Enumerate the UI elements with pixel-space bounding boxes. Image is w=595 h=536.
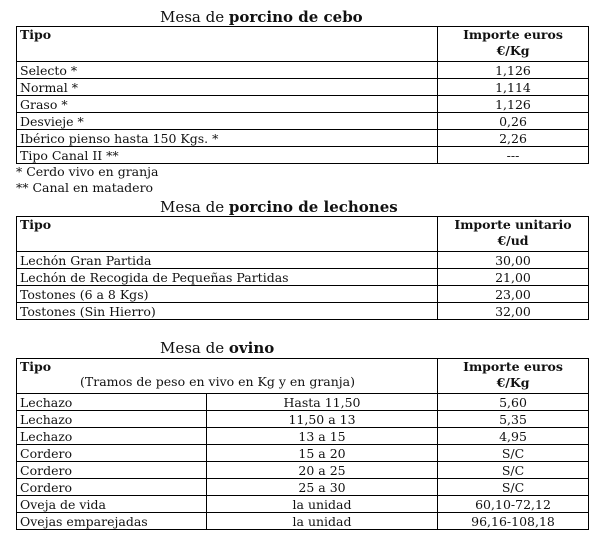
table-row	[17, 113, 589, 130]
ovino-tramo-cell: 11,50 a 13	[207, 411, 438, 428]
ovino-table	[16, 358, 589, 530]
table-row	[17, 462, 589, 479]
ovino-header-subtitle: (Tramos de peso en vivo en Kg y en granja)	[80, 374, 356, 389]
cebo-table	[16, 26, 589, 164]
cebo-header-importe-line1: Importe euros	[463, 27, 563, 42]
ovino-tipo-cell: Lechazo	[17, 394, 207, 411]
ovino-importe-cell: S/C	[438, 462, 589, 479]
ovino-title	[160, 339, 274, 357]
lechones-header-tipo: Tipo	[17, 217, 438, 252]
cebo-header-tipo: Tipo	[17, 27, 438, 62]
cebo-importe-cell: 0,26	[438, 113, 589, 130]
table-row	[17, 513, 589, 530]
table-row	[17, 303, 589, 320]
lechones-header-row	[17, 217, 589, 252]
lechones-importe-cell: 32,00	[438, 303, 589, 320]
lechones-tipo-cell: Tostones (Sin Hierro)	[17, 303, 438, 320]
ovino-tipo-cell: Lechazo	[17, 428, 207, 445]
lechones-header-importe-line2: €/ud	[497, 233, 529, 248]
cebo-title	[160, 8, 363, 26]
table-row	[17, 147, 589, 164]
ovino-importe-cell: 4,95	[438, 428, 589, 445]
ovino-importe-cell: S/C	[438, 445, 589, 462]
cebo-tipo-cell: Desvieje *	[17, 113, 438, 130]
cebo-tipo-cell: Normal *	[17, 79, 438, 96]
lechones-tipo-cell: Lechón de Recogida de Pequeñas Partidas	[17, 269, 438, 286]
ovino-tramo-cell: la unidad	[207, 496, 438, 513]
cebo-tipo-cell: Tipo Canal II **	[17, 147, 438, 164]
table-row	[17, 79, 589, 96]
cebo-importe-cell: ---	[438, 147, 589, 164]
cebo-note: ** Canal en matadero	[16, 180, 154, 195]
ovino-tramo-cell: 20 a 25	[207, 462, 438, 479]
table-row	[17, 394, 589, 411]
lechones-importe-cell: 30,00	[438, 252, 589, 269]
table-row	[17, 428, 589, 445]
ovino-tramo-cell: la unidad	[207, 513, 438, 530]
ovino-tramo-cell: 15 a 20	[207, 445, 438, 462]
cebo-importe-cell: 1,126	[438, 96, 589, 113]
lechones-header-importe-line1: Importe unitario	[454, 217, 572, 232]
table-row	[17, 269, 589, 286]
lechones-importe-cell: 21,00	[438, 269, 589, 286]
cebo-tipo-cell: Graso *	[17, 96, 438, 113]
ovino-title-bold: ovino	[228, 339, 275, 357]
cebo-tipo-cell: Selecto *	[17, 62, 438, 79]
ovino-header-importe	[438, 359, 589, 394]
lechones-tipo-cell: Tostones (6 a 8 Kgs)	[17, 286, 438, 303]
ovino-tipo-cell: Cordero	[17, 462, 207, 479]
table-row	[17, 496, 589, 513]
lechones-tipo-cell: Lechón Gran Partida	[17, 252, 438, 269]
ovino-tipo-cell: Oveja de vida	[17, 496, 207, 513]
ovino-importe-cell: 5,60	[438, 394, 589, 411]
cebo-importe-cell: 1,126	[438, 62, 589, 79]
table-row	[17, 96, 589, 113]
ovino-importe-cell: S/C	[438, 479, 589, 496]
cebo-tipo-cell: Ibérico pienso hasta 150 Kgs. *	[17, 130, 438, 147]
table-row	[17, 62, 589, 79]
table-row	[17, 130, 589, 147]
ovino-importe-cell: 5,35	[438, 411, 589, 428]
ovino-header-row	[17, 359, 589, 394]
lechones-header-importe	[438, 217, 589, 252]
ovino-tramo-cell: 25 a 30	[207, 479, 438, 496]
ovino-tipo-cell: Cordero	[17, 445, 207, 462]
ovino-header-tipo-label: Tipo	[20, 359, 52, 374]
ovino-tramo-cell: Hasta 11,50	[207, 394, 438, 411]
cebo-header-importe	[438, 27, 589, 62]
ovino-header-tipo	[17, 359, 438, 394]
ovino-tramo-cell: 13 a 15	[207, 428, 438, 445]
cebo-notes	[16, 164, 159, 196]
cebo-header-importe-line2: €/Kg	[496, 43, 530, 58]
ovino-header-importe-line2: €/Kg	[496, 375, 530, 390]
lechones-table	[16, 216, 589, 320]
cebo-header-row	[17, 27, 589, 62]
lechones-title	[160, 198, 398, 216]
ovino-tipo-cell: Cordero	[17, 479, 207, 496]
ovino-tipo-cell: Ovejas emparejadas	[17, 513, 207, 530]
ovino-importe-cell: 60,10-72,12	[438, 496, 589, 513]
cebo-title-prefix: Mesa de	[160, 8, 229, 26]
ovino-header-importe-line1: Importe euros	[463, 359, 563, 374]
table-row	[17, 411, 589, 428]
ovino-title-prefix: Mesa de	[160, 339, 229, 357]
lechones-title-prefix: Mesa de	[160, 198, 229, 216]
cebo-title-bold: porcino de cebo	[228, 8, 363, 26]
ovino-importe-cell: 96,16-108,18	[438, 513, 589, 530]
cebo-note: * Cerdo vivo en granja	[16, 164, 159, 179]
table-row	[17, 286, 589, 303]
lechones-title-bold: porcino de lechones	[228, 198, 398, 216]
table-row	[17, 252, 589, 269]
table-row	[17, 479, 589, 496]
table-row	[17, 445, 589, 462]
lechones-importe-cell: 23,00	[438, 286, 589, 303]
cebo-importe-cell: 1,114	[438, 79, 589, 96]
cebo-importe-cell: 2,26	[438, 130, 589, 147]
ovino-tipo-cell: Lechazo	[17, 411, 207, 428]
